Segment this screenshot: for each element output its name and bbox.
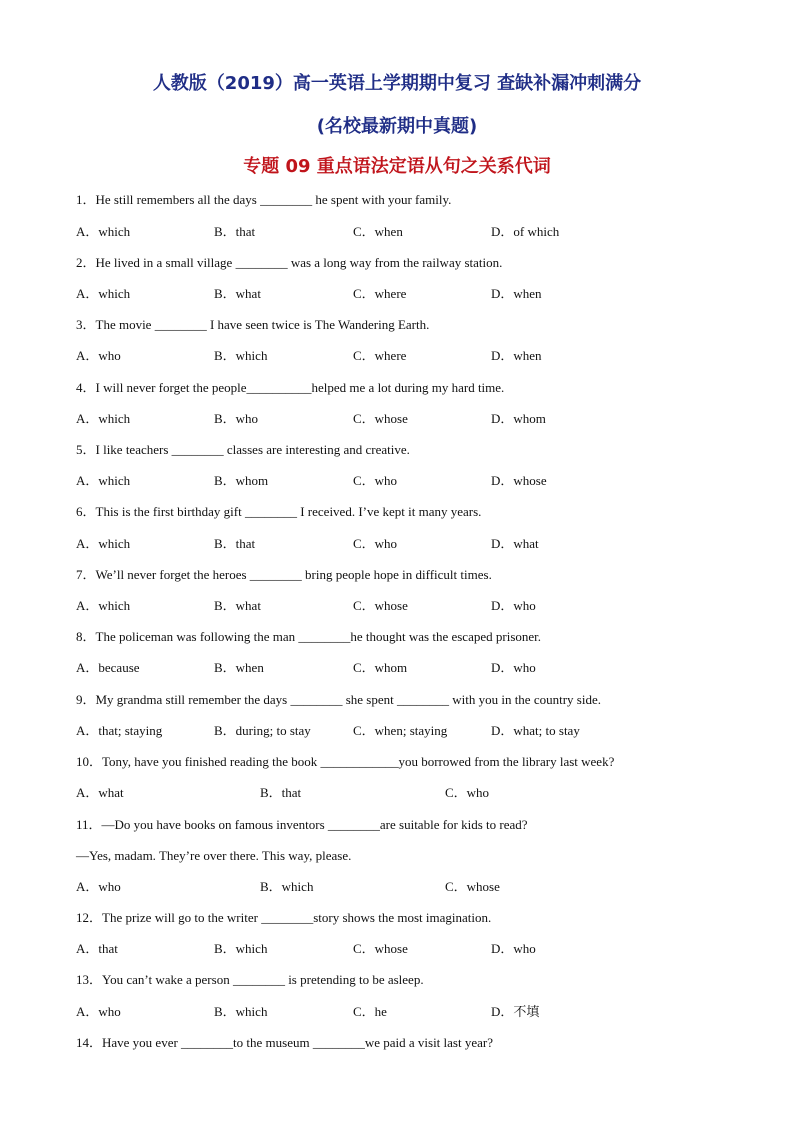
option-a: A．who (76, 348, 121, 363)
option-a: A．which (76, 536, 131, 551)
option-c: C．where (353, 348, 407, 363)
option-d: D．whom (491, 411, 546, 426)
option-b: B．that (214, 536, 256, 551)
option-c: C．where (353, 286, 407, 301)
option-c: C．he (353, 1004, 387, 1019)
question-stem: 4．I will never forget the people__________helped me a lot during my hard time. (76, 380, 505, 395)
option-c: C．when (353, 224, 403, 239)
option-c: C．who (353, 473, 398, 488)
option-a: A．that; staying (76, 723, 163, 738)
question-stem: 7．We’ll never forget the heroes ________ bring people hope in difficult times. (76, 567, 492, 582)
option-b: B．which (214, 348, 268, 363)
question-stem: 12．The prize will go to the writer ________story shows the most imagination. (76, 910, 492, 925)
option-c: C．whose (353, 941, 408, 956)
option-c: C．whose (353, 598, 408, 613)
question-stem: 9．My grandma still remember the days ________ she spent ________ with you in the country side. (76, 692, 601, 707)
document-subtitle: (名校最新期中真题) (316, 116, 478, 137)
question-stem: 11．—Do you have books on famous inventors ________are suitable for kids to read? (76, 817, 528, 832)
option-c: C．whom (353, 660, 408, 675)
question-response-line: —Yes, madam. They’re over there. This way, please. (76, 848, 352, 863)
option-a: A．that (76, 941, 118, 956)
option-c: C．whose (445, 879, 500, 894)
option-d: D．不填 (491, 1004, 540, 1019)
question-stem: 2．He lived in a small village ________ was a long way from the railway station. (76, 255, 503, 270)
option-c: C．when; staying (353, 723, 448, 738)
option-a: A．which (76, 473, 131, 488)
option-b: B．during; to stay (214, 723, 311, 738)
option-a: A．which (76, 411, 131, 426)
option-d: D．who (491, 660, 536, 675)
option-b: B．what (214, 598, 261, 613)
option-b: B．that (260, 785, 302, 800)
option-d: D．who (491, 941, 536, 956)
option-a: A．which (76, 598, 131, 613)
option-b: B．what (214, 286, 261, 301)
document-title: 人教版（2019）高一英语上学期期中复习 查缺补漏冲刺满分 (152, 73, 642, 94)
question-stem: 1．He still remembers all the days ________ he spent with your family. (76, 192, 452, 207)
option-a: A．which (76, 224, 131, 239)
question-stem: 6．This is the first birthday gift ________ I received. I’ve kept it many years. (76, 504, 482, 519)
option-d: D．when (491, 348, 542, 363)
option-c: C．whose (353, 411, 408, 426)
option-a: A．which (76, 286, 131, 301)
option-d: D．what (491, 536, 539, 551)
option-d: D．when (491, 286, 542, 301)
option-a: A．who (76, 1004, 121, 1019)
option-c: C．who (445, 785, 490, 800)
option-b: B．which (214, 1004, 268, 1019)
option-a: A．what (76, 785, 124, 800)
question-stem: 13．You can’t wake a person ________ is pretending to be asleep. (76, 972, 424, 987)
option-d: D．of which (491, 224, 560, 239)
question-stem: 14．Have you ever ________to the museum ________we paid a visit last year? (76, 1035, 493, 1050)
option-b: B．which (260, 879, 314, 894)
option-a: A．because (76, 660, 140, 675)
option-b: B．who (214, 411, 259, 426)
question-stem: 10．Tony, have you finished reading the book ____________you borrowed from the library last week? (76, 754, 615, 769)
option-d: D．whose (491, 473, 547, 488)
option-b: B．when (214, 660, 264, 675)
question-stem: 8．The policeman was following the man ________he thought was the escaped prisoner. (76, 629, 542, 644)
question-stem: 3．The movie ________ I have seen twice is The Wandering Earth. (76, 317, 430, 332)
option-d: D．who (491, 598, 536, 613)
option-d: D．what; to stay (491, 723, 580, 738)
option-a: A．who (76, 879, 121, 894)
option-c: C．who (353, 536, 398, 551)
option-b: B．whom (214, 473, 269, 488)
topic-title: 专题 09 重点语法定语从句之关系代词 (243, 156, 551, 177)
question-stem: 5．I like teachers ________ classes are interesting and creative. (76, 442, 410, 457)
option-b: B．that (214, 224, 256, 239)
option-b: B．which (214, 941, 268, 956)
